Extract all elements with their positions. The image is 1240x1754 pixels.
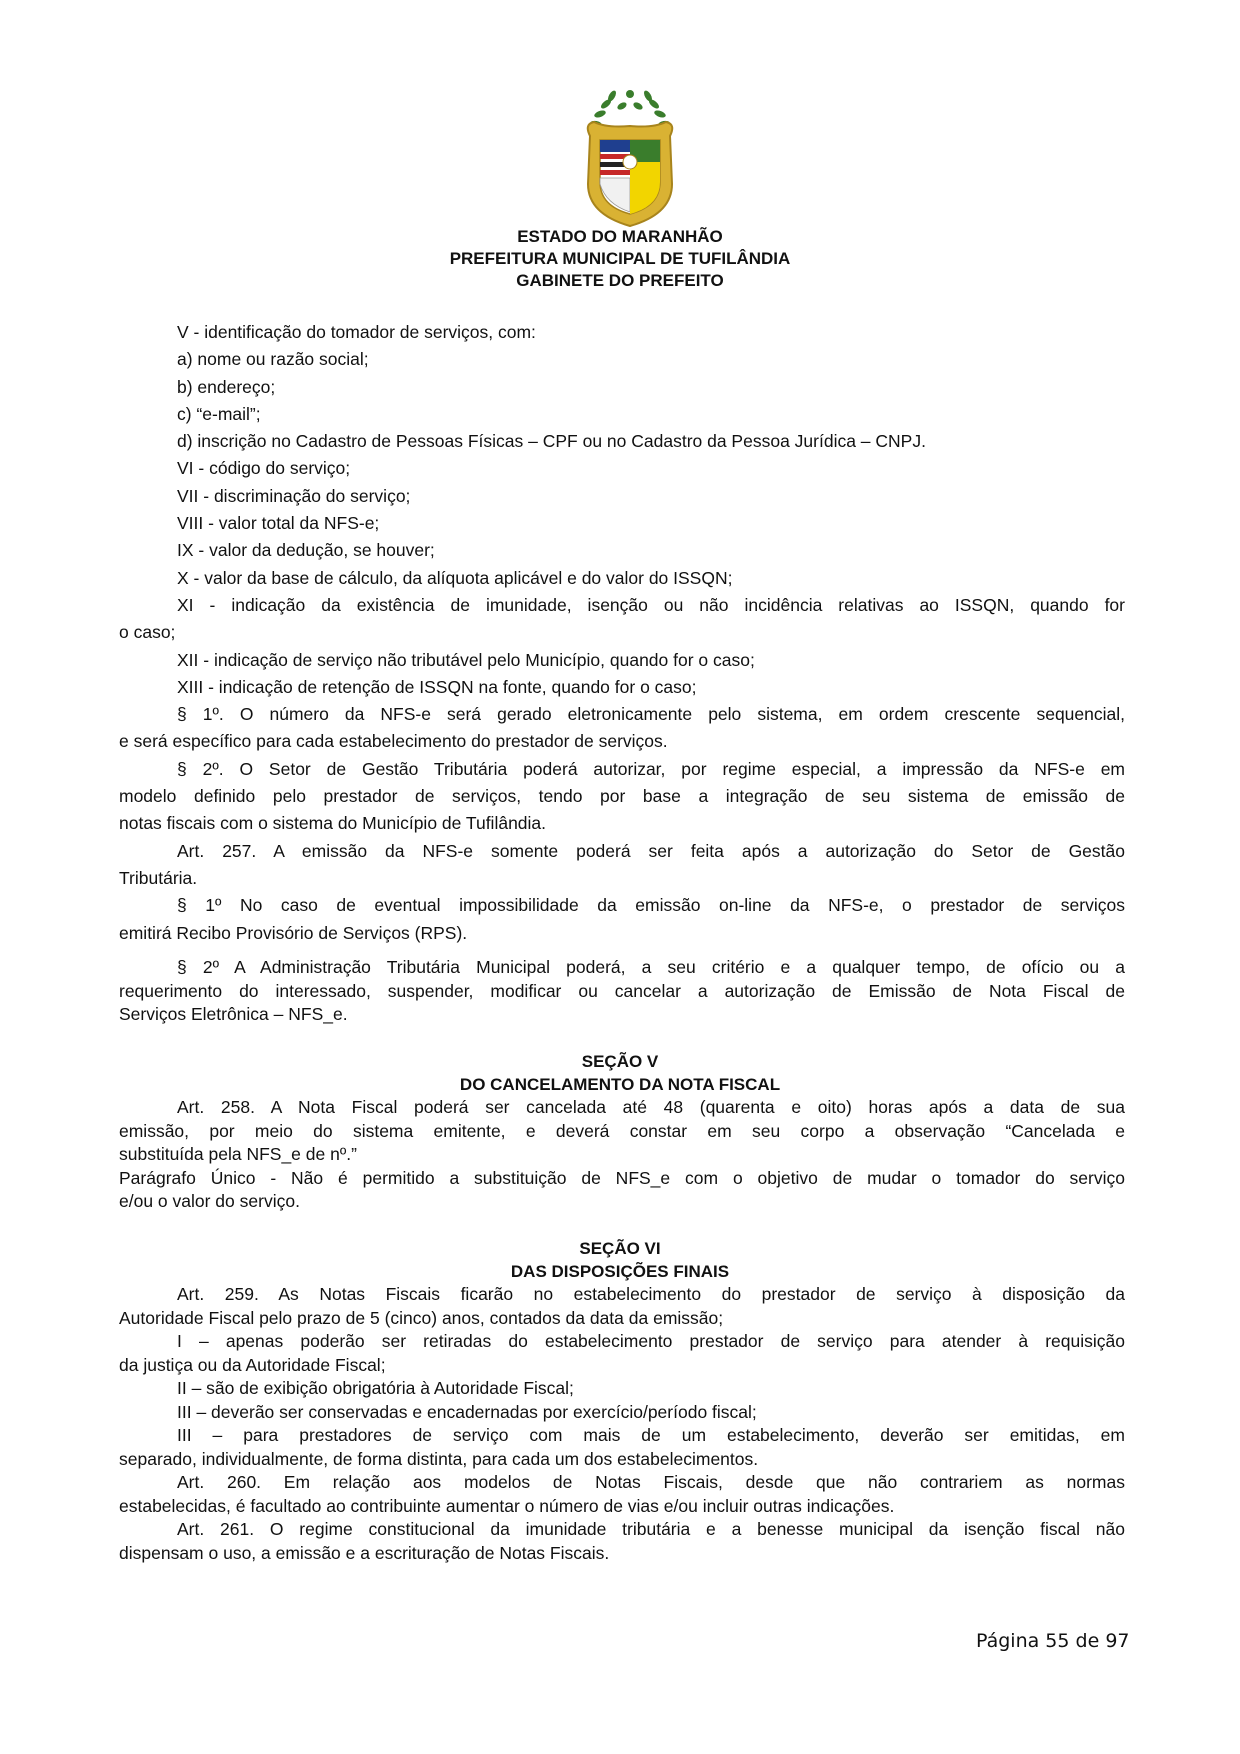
header-state: ESTADO DO MARANHÃO	[517, 227, 723, 246]
text-line: Art. 260. Em relação aos modelos de Notas Fiscais, desde que não contrariem as normas	[177, 1472, 1125, 1492]
text-line: Autoridade Fiscal pelo prazo de 5 (cinco) anos, contados da data da emissão;	[119, 1307, 724, 1328]
text-line: Tributária.	[119, 867, 198, 888]
text-line: XI - indicação da existência de imunidade, isenção ou não incidência relativas ao ISSQN, quando for	[177, 594, 1125, 615]
page-number: Página 55 de 97	[976, 1630, 1130, 1652]
document-body-sec6	[119, 1283, 1125, 1565]
document-body-mid	[119, 956, 1125, 1027]
text-line: I – apenas poderão ser retiradas do estabelecimento prestador de serviço para atender à requisição	[177, 1331, 1125, 1351]
text-line: V - identificação do tomador de serviços, com:	[177, 322, 536, 342]
coat-of-arms-icon	[576, 84, 684, 230]
text-line: Art. 259. As Notas Fiscais ficarão no estabelecimento do prestador de serviço à disposição da	[177, 1284, 1125, 1304]
text-line: Art. 261. O regime constitucional da imunidade tributária e a benesse municipal da isenção fiscal não	[177, 1519, 1125, 1539]
text-line: notas fiscais com o sistema do Município de Tufilândia.	[119, 813, 547, 834]
section-v-heading	[0, 1050, 1240, 1096]
text-line: o caso;	[119, 622, 176, 643]
text-line: IX - valor da dedução, se houver;	[177, 540, 435, 561]
text-line: modelo definido pelo prestador de serviços, tendo por base a integração de seu sistema de emissão de	[119, 786, 1125, 807]
text-line: dispensam o uso, a emissão e a escrituração de Notas Fiscais.	[119, 1542, 610, 1563]
text-line: b) endereço;	[177, 376, 276, 397]
text-line: III – deverão ser conservadas e encadernadas por exercício/período fiscal;	[177, 1401, 757, 1422]
text-line: § 1º. O número da NFS-e será gerado eletronicamente pelo sistema, em ordem crescente sequencial,	[177, 704, 1125, 725]
text-line: § 1º No caso de eventual impossibilidade da emissão on-line da NFS-e, o prestador de serviços	[177, 895, 1125, 916]
header-office: GABINETE DO PREFEITO	[516, 271, 724, 290]
text-line: da justiça ou da Autoridade Fiscal;	[119, 1354, 386, 1375]
text-line: XIII - indicação de retenção de ISSQN na fonte, quando for o caso;	[177, 676, 697, 697]
text-line: e/ou o valor do serviço.	[119, 1191, 300, 1211]
text-line: a) nome ou razão social;	[177, 349, 369, 370]
section-subtitle: DAS DISPOSIÇÕES FINAIS	[510, 1262, 730, 1281]
text-line: VI - código do serviço;	[177, 458, 351, 479]
document-body-sec5	[119, 1096, 1125, 1214]
text-line: c) “e-mail”;	[177, 403, 261, 424]
section-title: SEÇÃO VI	[579, 1239, 661, 1258]
text-line: II – são de exibição obrigatória à Autoridade Fiscal;	[177, 1378, 574, 1398]
text-line: requerimento do interessado, suspender, modificar ou cancelar a autorização de Emissão de Nota Fiscal de	[119, 980, 1125, 1001]
document-header	[0, 226, 1240, 292]
document-body-top	[119, 319, 1125, 947]
text-line: XII - indicação de serviço não tributável pelo Município, quando for o caso;	[177, 649, 755, 670]
section-vi-heading	[0, 1237, 1240, 1283]
text-line: Parágrafo Único - Não é permitido a substituição de NFS_e com o objetivo de mudar o tomador do serviço	[119, 1167, 1125, 1188]
text-line: Art. 257. A emissão da NFS-e somente poderá ser feita após a autorização do Setor de Gestão	[177, 840, 1125, 861]
text-line: e será específico para cada estabelecimento do prestador de serviços.	[119, 731, 668, 752]
text-line: emitirá Recibo Provisório de Serviços (RPS).	[119, 922, 468, 943]
header-prefecture: PREFEITURA MUNICIPAL DE TUFILÂNDIA	[449, 249, 791, 268]
text-line: Art. 258. A Nota Fiscal poderá ser cancelada até 48 (quarenta e oito) horas após a data de sua	[177, 1097, 1125, 1117]
text-line: III – para prestadores de serviço com mais de um estabelecimento, deverão ser emitidas, em	[177, 1425, 1125, 1445]
text-line: substituída pela NFS_e de nº.”	[119, 1144, 357, 1164]
section-title: SEÇÃO V	[581, 1052, 659, 1071]
text-line: estabelecidas, é facultado ao contribuinte aumentar o número de vias e/ou incluir outras indicações.	[119, 1495, 895, 1516]
text-line: VII - discriminação do serviço;	[177, 485, 411, 506]
text-line: emissão, por meio do sistema emitente, e deverá constar em seu corpo a observação “Cancelada e	[119, 1120, 1125, 1141]
text-line: d) inscrição no Cadastro de Pessoas Físicas – CPF ou no Cadastro da Pessoa Jurídica – CNPJ.	[177, 431, 926, 452]
section-subtitle: DO CANCELAMENTO DA NOTA FISCAL	[459, 1075, 781, 1094]
text-line: X - valor da base de cálculo, da alíquota aplicável e do valor do ISSQN;	[177, 567, 733, 588]
text-line: VIII - valor total da NFS-e;	[177, 513, 380, 534]
text-line: § 2º A Administração Tributária Municipal poderá, a seu critério e a qualquer tempo, de ofício ou a	[177, 957, 1125, 977]
text-line: separado, individualmente, de forma distinta, para cada um dos estabelecimentos.	[119, 1448, 759, 1469]
text-line: Serviços Eletrônica – NFS_e.	[119, 1004, 348, 1024]
text-line: § 2º. O Setor de Gestão Tributária poderá autorizar, por regime especial, a impressão da NFS-e em	[177, 758, 1125, 779]
